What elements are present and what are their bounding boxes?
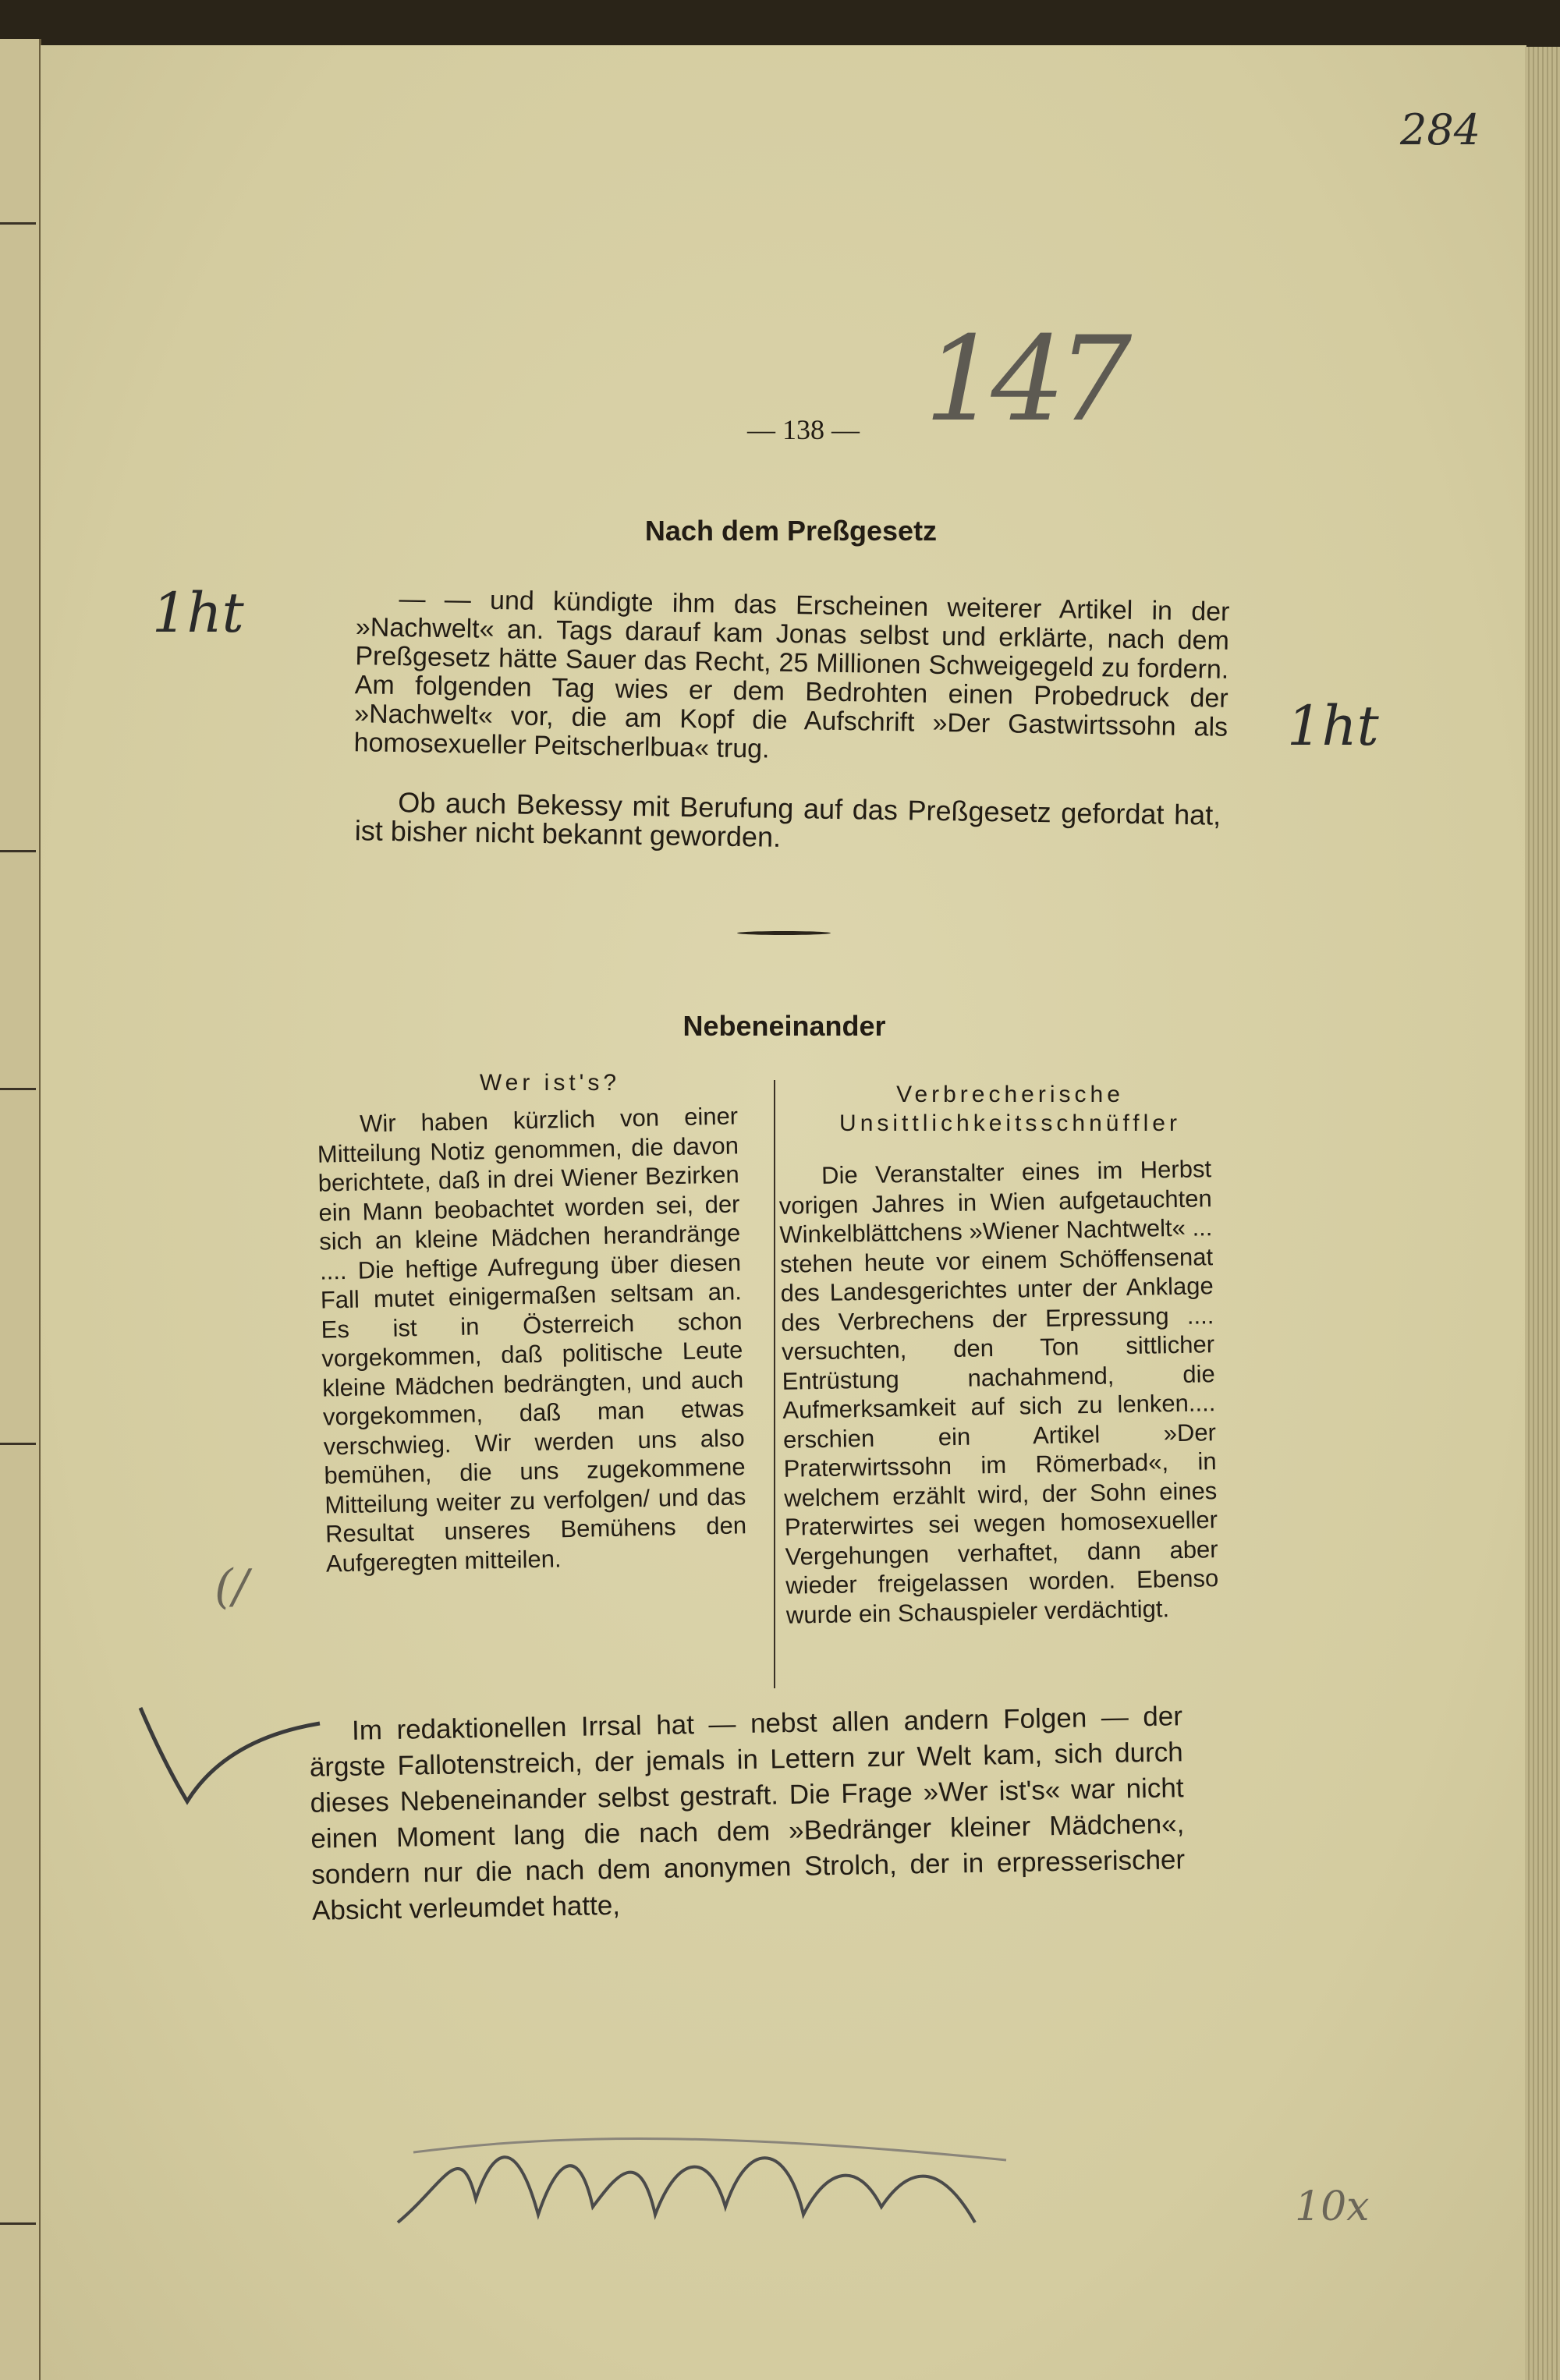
- page-number: — 138 —: [747, 414, 860, 445]
- checkmark-icon: [133, 1692, 335, 1825]
- column-heading: Wer ist's?: [479, 1070, 621, 1096]
- previous-page-edge: [0, 39, 41, 2380]
- column-text: Die Veranstalter eines im Herbst vorigen Jahres in Wien aufgetauchten Winkelblättchens »Wiener Nachtwelt« ... stehen heute vor einem Schöffensenat des Landesgerichtes unter der Anklage des Verbrechens der Erpressung .... versuchten, den Ton sittlicher Entrüstung nachahmend, die Aufmerksamkeit auf sich zu lenken.... erschien ein Artikel »Der Praterwirtssohn im Römerbad«, in welchem erzählt wird, der Sohn eines Praterwirtes sei wegen homosexueller Vergehungen verhaftet, dann aber wieder freigelassen worden. Ebenso wurde ein Schauspieler verdächtigt.: [778, 1155, 1219, 1629]
- paragraph: — — und kündigte ihm das Erscheinen weiterer Artikel in der »Nachwelt« an. Tags darauf kam Jonas selbst und erklärte, nach dem Preßgesetz hätte Sauer das Recht, 25 Millionen Schweigegeld zu fordern. Am folgenden Tag wies er dem Bedrohten einen Probedruck der »Nachwelt« vor, die am Kopf die Aufschrift »Der Gastwirtssohn als homosexueller Peitscherlbua« trug.: [353, 584, 1230, 764]
- divider: [737, 931, 831, 935]
- margin-mark: (/: [214, 1560, 249, 1614]
- section-title: Nach dem Preßgesetz: [644, 515, 938, 547]
- column-heading: Verbrecherische Unsittlichkeitsschnüffler: [839, 1082, 1181, 1136]
- closing-paragraph: Im redaktionellen Irrsal hat — nebst allen andern Folgen — der ärgste Fallotenstreich, der jemals in Lettern zur Welt kam, sich durch dieses Nebeneinander selbst gestraft. Die Frage »Wer ist's« war nicht einen Moment lang die nach dem »Bedränger kleiner Mädchen«, sondern nur die nach dem anonymen Strolch, der in erpresserischer Absicht verleumdet hatte,: [309, 1701, 1186, 1926]
- margin-note-right: 1ht: [1287, 694, 1379, 758]
- paragraph: Ob auch Bekessy mit Berufung auf das Preßgesetz gefordat hat, ist bisher nicht bekannt geworden.: [354, 786, 1221, 853]
- signature-scribble: [382, 2106, 1084, 2261]
- section-title: Nebeneinander: [682, 1010, 886, 1042]
- page-edges: [1525, 47, 1560, 2380]
- column-divider: [774, 1080, 775, 1688]
- margin-note-bottom: 10x: [1295, 2183, 1370, 2230]
- margin-note-left: 1ht: [152, 581, 244, 645]
- handwritten-number: 147: [924, 312, 1125, 448]
- folio-number: 284: [1400, 105, 1481, 154]
- column-text: Wir haben kürzlich von einer Mitteilung Notiz genommen, die davon berichtete, daß in drei Wiener Bezirken ein Mann beobachtet worden sei, der sich an kleine Mädchen herandränge .... Die heftige Aufregung über diesen Fall mutet einigermaßen seltsam an. Es ist in Österreich schon vorgekommen, daß politische Leute kleine Mädchen bedrängten, und auch vorgekommen, daß man etwas verschwieg. Wir werden uns also bemühen, die uns zugekommene Mitteilung weiter zu verfolgen/ und das Resultat unseres Bemühens den Aufgeregten mitteilen.: [317, 1102, 747, 1578]
